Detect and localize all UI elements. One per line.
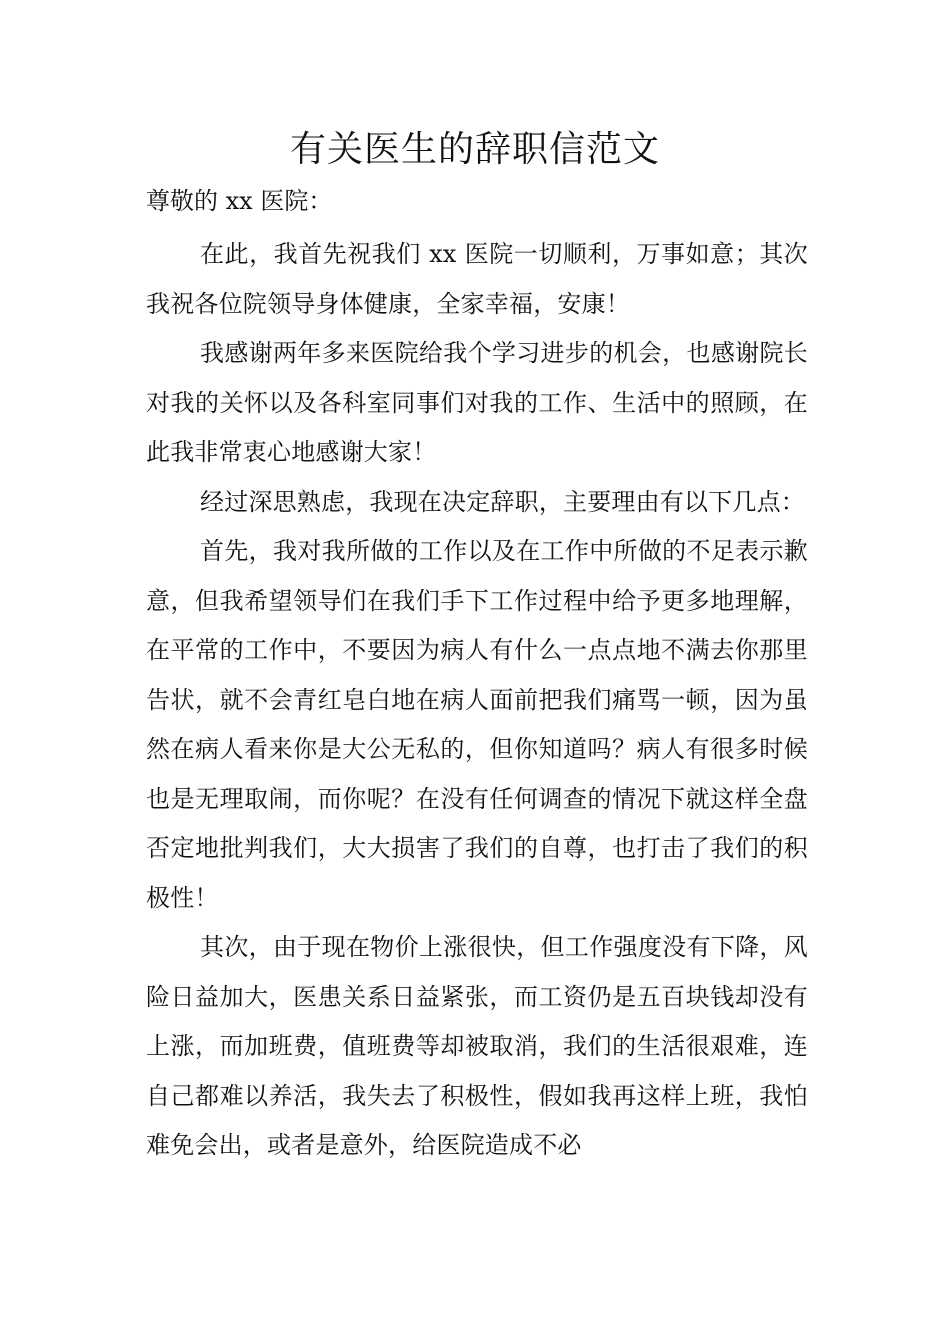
paragraph-reason-first: 首先，我对我所做的工作以及在工作中所做的不足表示歉意，但我希望领导们在我们手下工作过程中给予更多地理解，在平常的工作中，不要因为病人有什么一点点地不满去你那里告状，就不会青红皂白地在病人面前把我们痛骂一顿，因为虽然在病人看来你是大公无私的，但你知道吗？病人有很多时候也是无理取闹，而你呢？在没有任何调查的情况下就这样全盘否定地批判我们，大大损害了我们的自尊，也打击了我们的积极性！ [146,537,808,912]
salutation: 尊敬的 xx 医院： [146,187,333,215]
paragraph-greeting: 在此，我首先祝我们 xx 医院一切顺利，万事如意；其次我祝各位院领导身体健康，全家幸福，安康！ [146,240,808,318]
letter-body [146,230,808,1171]
document-title: 有关医生的辞职信范文 [289,129,660,170]
paragraph-decision: 经过深思熟虑，我现在决定辞职，主要理由有以下几点： [200,487,805,516]
paragraph-reason-second: 其次，由于现在物价上涨很快，但工作强度没有下降，风险日益加大，医患关系日益紧张，而工资仍是五百块钱却没有上涨，而加班费，值班费等却被取消，我们的生活很艰难，连自己都难以养活，我失去了积极性，假如我再这样上班，我怕难免会出，或者是意外，给医院造成不必 [146,933,808,1159]
paragraph-thanks: 我感谢两年多来医院给我个学习进步的机会，也感谢院长对我的关怀以及各科室同事们对我的工作、生活中的照顾，在此我非常衷心地感谢大家！ [146,339,808,466]
